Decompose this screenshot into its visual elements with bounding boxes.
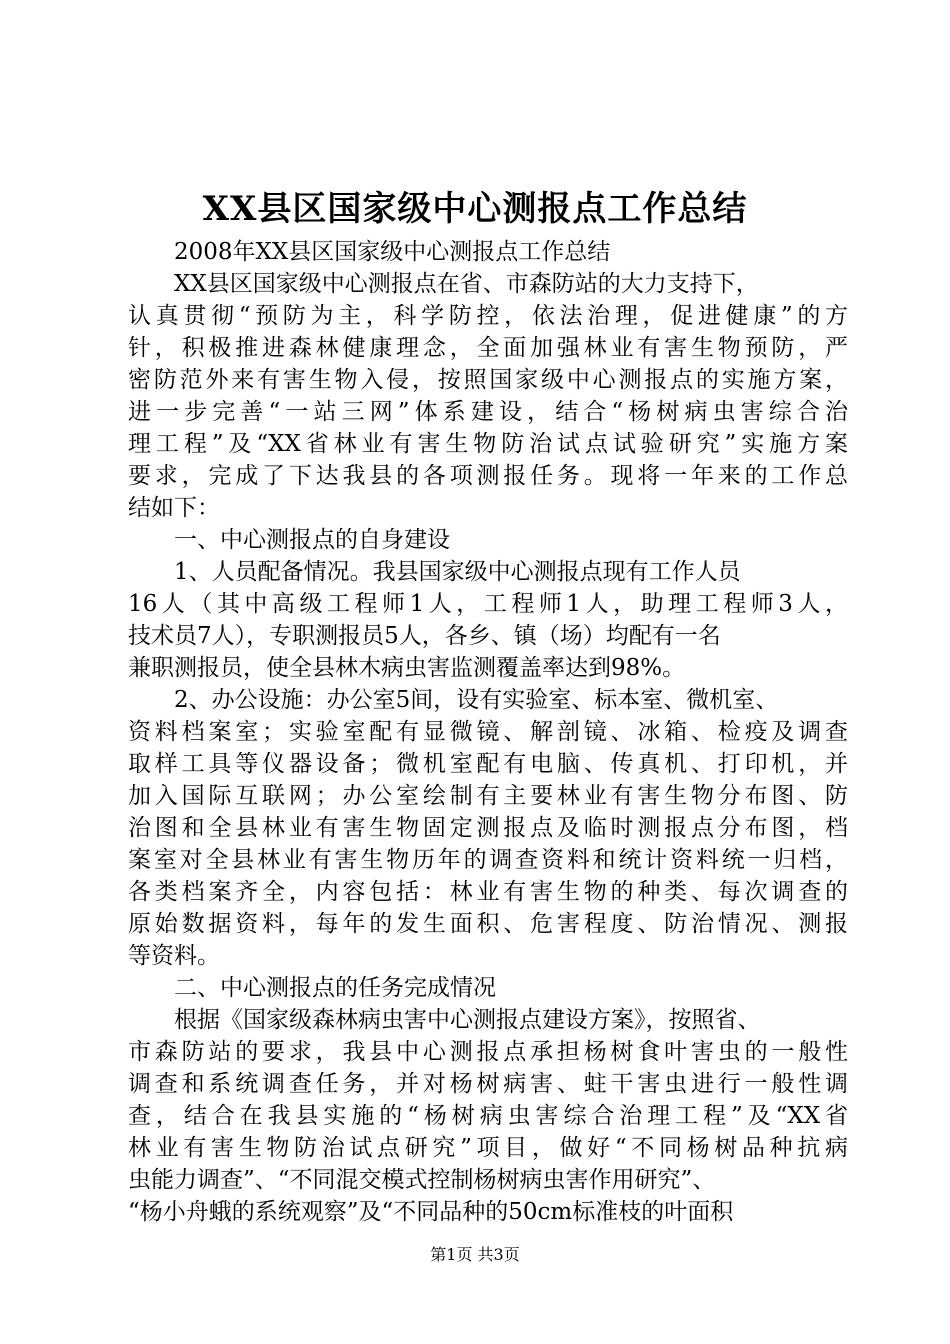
paragraph-line: 认真贯彻“预防为主，科学防控，依法治理，促进健康”的方 (128, 303, 848, 329)
paragraph-line: 案室对全县林业有害生物历年的调查资料和统计资料统一归档， (128, 847, 848, 873)
paragraph-line: 结如下： (128, 495, 220, 521)
paragraph-line: 理工程”及“XX省林业有害生物防治试点试验研究”实施方案 (128, 431, 848, 457)
section-heading: 一、中心测报点的自身建设 (174, 527, 450, 553)
paragraph-line: 兼职测报员，使全县林木病虫害监测覆盖率达到98%。 (128, 655, 686, 681)
paragraph-line: 取样工具等仪器设备；微机室配有电脑、传真机、打印机，并 (128, 751, 848, 777)
paragraph-line: XX县区国家级中心测报点在省、市森防站的大力支持下， (174, 271, 759, 297)
page-footer: 第1页 共3页 (430, 1245, 520, 1264)
paragraph-line: 进一步完善“一站三网”体系建设，结合“杨树病虫害综合治 (128, 399, 848, 425)
paragraph-line: 等资料。 (128, 943, 220, 969)
paragraph-line: 1、人员配备情况。我县国家级中心测报点现有工作人员 (174, 559, 741, 585)
subtitle-line: 2008年XX县区国家级中心测报点工作总结 (174, 239, 611, 265)
paragraph-line: 各类档案齐全，内容包括：林业有害生物的种类、每次调查的 (128, 879, 848, 905)
document-title: XX县区国家级中心测报点工作总结 (202, 189, 748, 229)
paragraph-line: “杨小舟蛾的系统观察”及“不同品种的50cm标准枝的叶面积 (128, 1199, 734, 1225)
paragraph-line: 市森防站的要求，我县中心测报点承担杨树食叶害虫的一般性 (128, 1039, 848, 1065)
paragraph-line: 治图和全县林业有害生物固定测报点及临时测报点分布图，档 (128, 815, 848, 841)
paragraph-line: 林业有害生物防治试点研究”项目，做好“不同杨树品种抗病 (128, 1135, 848, 1161)
paragraph-line: 针，积极推进森林健康理念，全面加强林业有害生物预防，严 (128, 335, 848, 361)
paragraph-line: 资料档案室；实验室配有显微镜、解剖镜、冰箱、检疫及调查 (128, 719, 848, 745)
paragraph-line: 加入国际互联网；办公室绘制有主要林业有害生物分布图、防 (128, 783, 848, 809)
paragraph-line: 根据《国家级森林病虫害中心测报点建设方案》，按照省、 (174, 1007, 761, 1033)
paragraph-line: 查，结合在我县实施的“杨树病虫害综合治理工程”及“XX省 (128, 1103, 848, 1129)
paragraph-line: 要求，完成了下达我县的各项测报任务。现将一年来的工作总 (128, 463, 848, 489)
section-heading: 二、中心测报点的任务完成情况 (174, 975, 496, 1001)
paragraph-line: 密防范外来有害生物入侵，按照国家级中心测报点的实施方案， (128, 367, 848, 393)
paragraph-line: 虫能力调查”、“不同混交模式控制杨树病虫害作用研究”、 (128, 1167, 716, 1193)
paragraph-line: 原始数据资料，每年的发生面积、危害程度、防治情况、测报 (128, 911, 848, 937)
document-body (128, 236, 848, 1228)
paragraph-line: 技术员7人），专职测报员5人，各乡、镇（场）均配有一名 (128, 623, 721, 649)
paragraph-line: 2、办公设施：办公室5间，设有实验室、标本室、微机室、 (174, 687, 779, 713)
paragraph-line: 调查和系统调查任务，并对杨树病害、蛀干害虫进行一般性调 (128, 1071, 848, 1097)
paragraph-line: 16人（其中高级工程师1人，工程师1人，助理工程师3人， (128, 591, 848, 617)
